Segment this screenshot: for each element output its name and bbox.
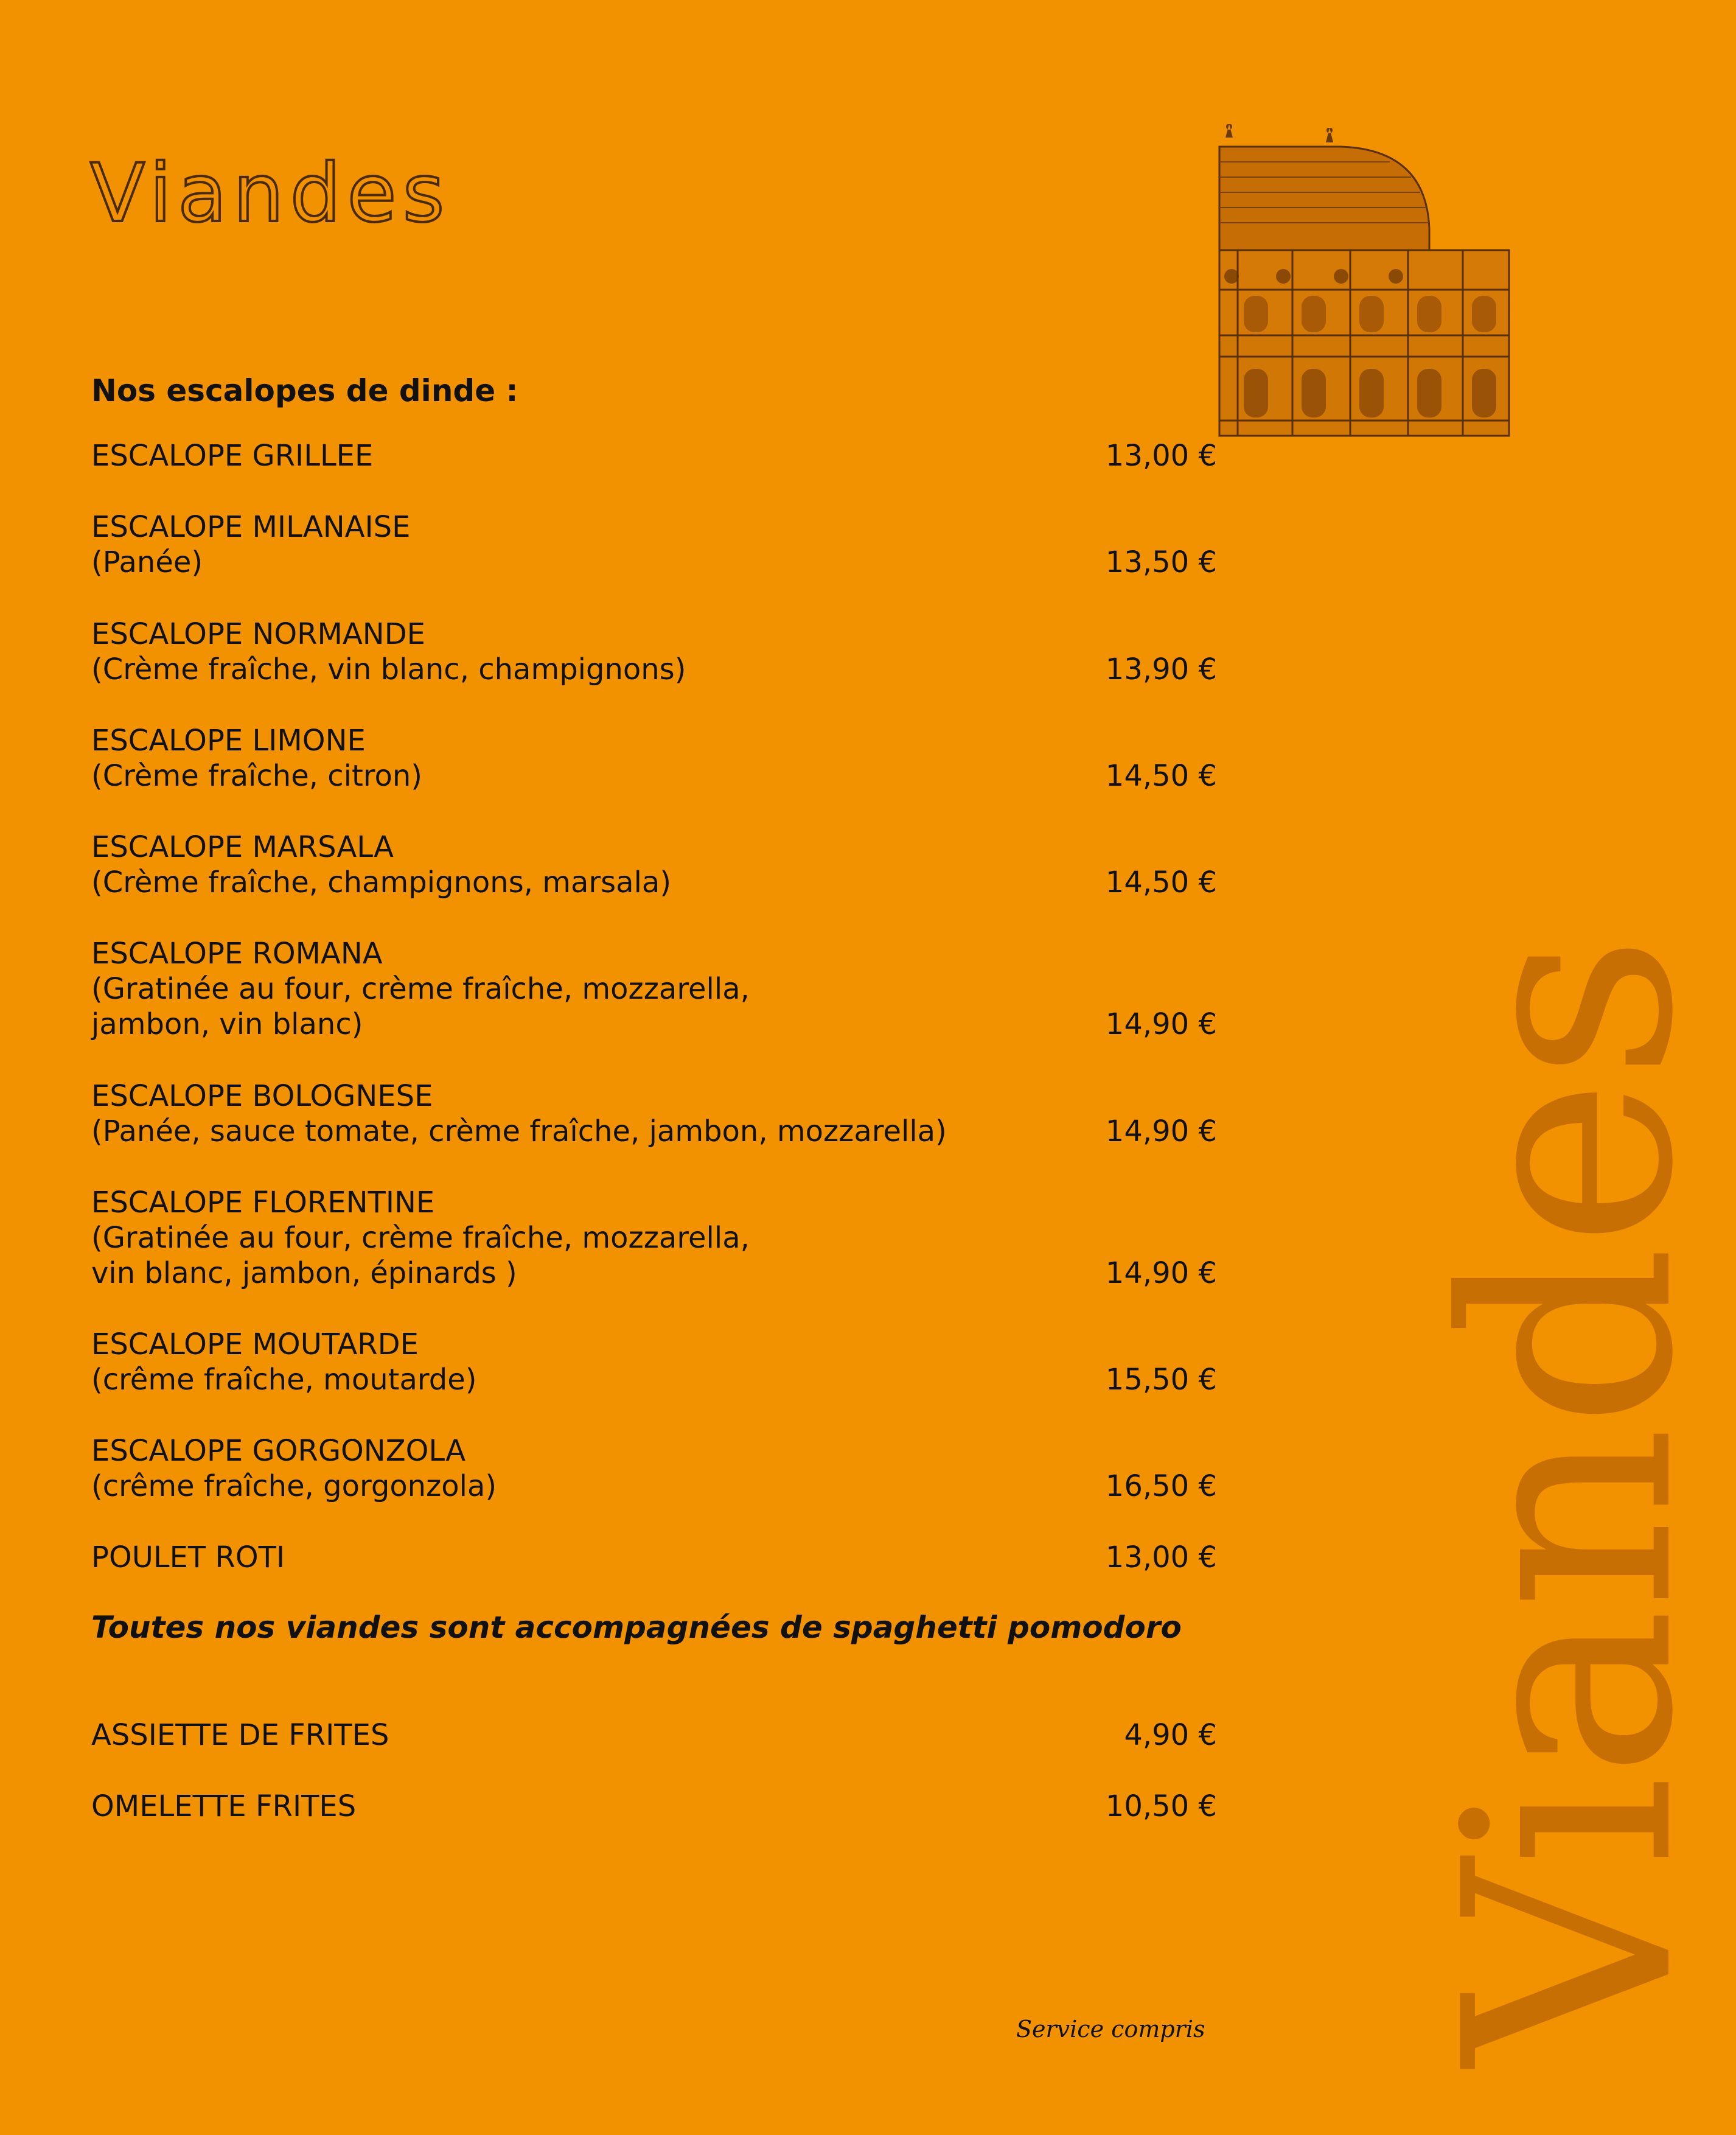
item-name: POULET ROTI xyxy=(91,1540,285,1574)
item-price: 4,90 € xyxy=(1124,1718,1217,1752)
item-name: ESCALOPE NORMANDE xyxy=(91,617,425,651)
item-description: (crême fraîche, moutarde) xyxy=(91,1363,477,1397)
item-name: ASSIETTE DE FRITES xyxy=(91,1718,389,1752)
menu-item xyxy=(91,617,1217,687)
item-price: 10,50 € xyxy=(1105,1789,1217,1823)
item-name: ESCALOPE FLORENTINE xyxy=(91,1186,435,1220)
item-description: (Panée) xyxy=(91,545,203,579)
building-illustration xyxy=(1219,113,1509,436)
service-note: Service compris xyxy=(1016,2016,1205,2042)
item-price: 14,90 € xyxy=(1105,1256,1217,1290)
item-name: ESCALOPE MARSALA xyxy=(91,830,394,864)
item-price: 13,00 € xyxy=(1105,1540,1217,1574)
extra-item xyxy=(91,1717,1217,1753)
menu-item xyxy=(91,1327,1217,1397)
item-price: 13,90 € xyxy=(1105,652,1217,687)
item-price: 14,50 € xyxy=(1105,759,1217,793)
item-price: 16,50 € xyxy=(1105,1469,1217,1503)
item-name: ESCALOPE MILANAISE xyxy=(91,510,411,544)
item-price: 13,00 € xyxy=(1105,439,1217,473)
item-name: ESCALOPE GRILLEE xyxy=(91,439,374,473)
menu-item xyxy=(91,936,1217,1042)
item-price: 14,90 € xyxy=(1105,1114,1217,1148)
item-price: 13,50 € xyxy=(1105,545,1217,579)
menu-item xyxy=(91,723,1217,794)
extra-item xyxy=(91,1789,1217,1824)
menu-item xyxy=(91,1433,1217,1504)
section-heading: Nos escalopes de dinde : xyxy=(91,373,518,408)
item-price: 14,90 € xyxy=(1105,1007,1217,1041)
page-title: Viandes xyxy=(90,147,451,240)
menu-item xyxy=(91,509,1217,580)
item-description: (Panée, sauce tomate, crème fraîche, jambon, mozzarella) xyxy=(91,1114,947,1148)
side-dish-note: Toutes nos viandes sont accompagnées de spaghetti pomodoro xyxy=(91,1610,1182,1645)
item-description: (Crème fraîche, vin blanc, champignons) xyxy=(91,652,686,687)
item-price: 15,50 € xyxy=(1105,1363,1217,1397)
menu-item xyxy=(91,1078,1217,1149)
item-name: ESCALOPE GORGONZOLA xyxy=(91,1434,466,1468)
menu-item xyxy=(91,830,1217,900)
item-description: (Crème fraîche, champignons, marsala) xyxy=(91,865,672,900)
menu-item xyxy=(91,1540,1217,1575)
item-name: OMELETTE FRITES xyxy=(91,1789,357,1823)
menu-item xyxy=(91,438,1217,473)
menu-item xyxy=(91,1185,1217,1291)
side-decorative-title: Viandes xyxy=(1403,936,1736,2066)
item-price: 14,50 € xyxy=(1105,865,1217,900)
item-name: ESCALOPE BOLOGNESE xyxy=(91,1079,433,1113)
item-name: ESCALOPE ROMANA xyxy=(91,937,383,971)
item-description: (Crème fraîche, citron) xyxy=(91,759,422,793)
item-description: (Gratinée au four, crème fraîche, mozzarella, jambon, vin blanc) xyxy=(91,972,750,1041)
item-name: ESCALOPE LIMONE xyxy=(91,724,366,758)
item-name: ESCALOPE MOUTARDE xyxy=(91,1327,419,1361)
item-description: (Gratinée au four, crème fraîche, mozzarella, vin blanc, jambon, épinards ) xyxy=(91,1221,750,1290)
item-description: (crême fraîche, gorgonzola) xyxy=(91,1469,497,1503)
